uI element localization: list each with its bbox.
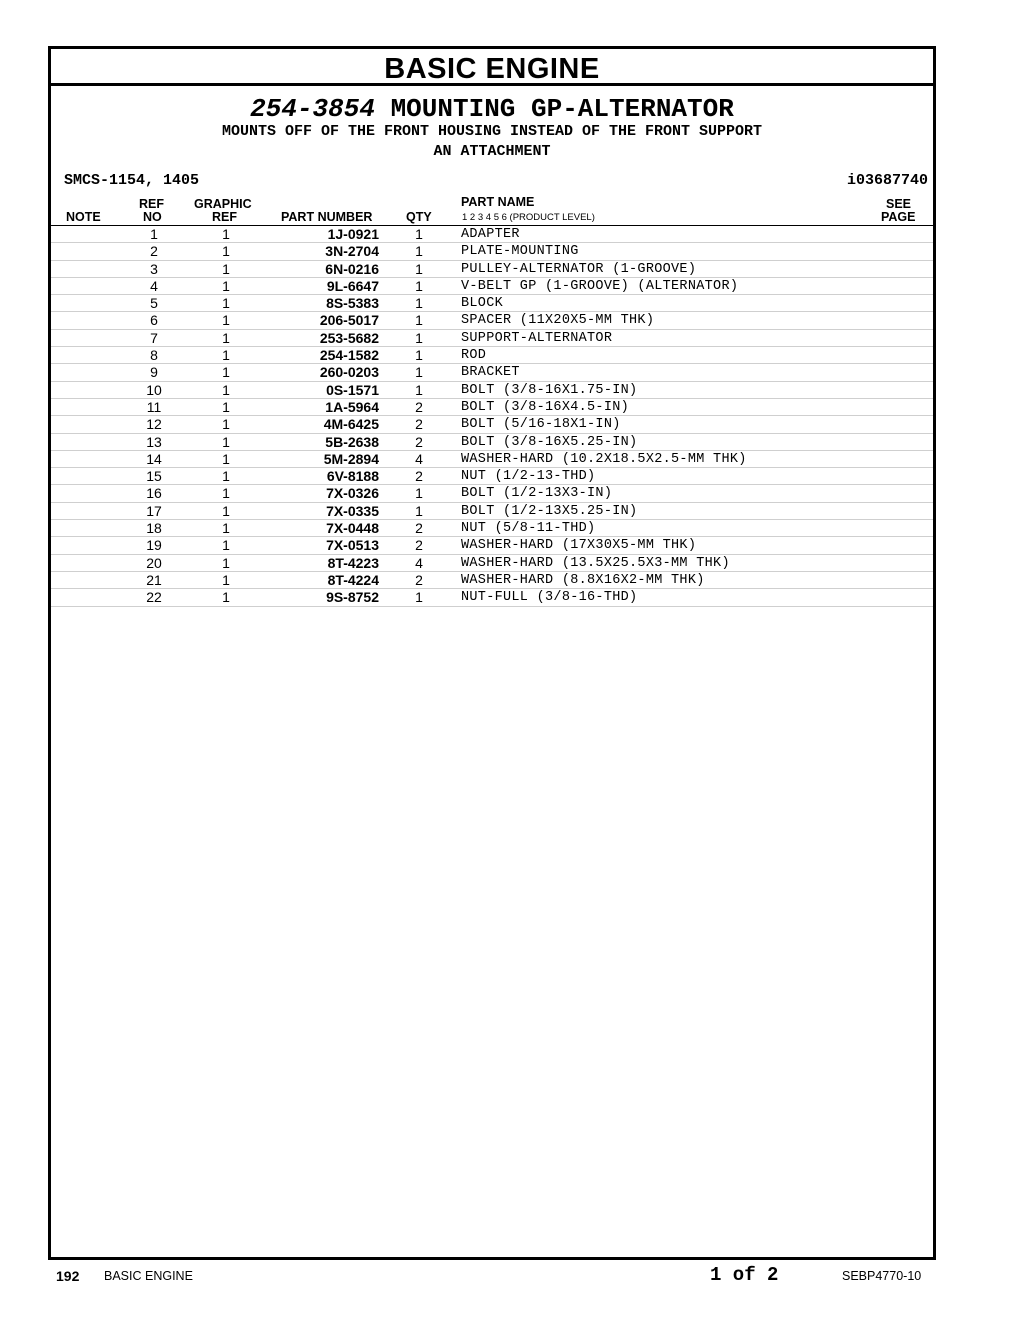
part-number: 7X-0326 xyxy=(326,485,379,502)
ref-number: 5 xyxy=(150,295,158,312)
table-row xyxy=(51,399,933,416)
header-part-name: PART NAME xyxy=(461,195,535,209)
table-row xyxy=(51,416,933,433)
part-number: 5B-2638 xyxy=(325,433,379,450)
part-name: NUT (1/2-13-THD) xyxy=(461,469,596,485)
table-row xyxy=(51,278,933,295)
parts-list xyxy=(51,226,933,607)
table-row xyxy=(51,520,933,537)
part-number: 254-1582 xyxy=(319,347,379,364)
quantity: 1 xyxy=(415,485,423,502)
graphic-ref: 1 xyxy=(222,243,230,260)
part-number: 253-5682 xyxy=(319,329,379,346)
ref-number: 12 xyxy=(146,416,162,433)
graphic-ref: 1 xyxy=(222,260,230,277)
page-footer xyxy=(0,1262,1020,1288)
part-number: 7X-0335 xyxy=(326,502,379,519)
part-number: 9S-8752 xyxy=(326,589,379,606)
ref-number: 13 xyxy=(146,433,162,450)
table-row xyxy=(51,226,933,243)
part-name: WASHER-HARD (13.5X25.5X3-MM THK) xyxy=(461,555,730,571)
part-name: BOLT (1/2-13X3-IN) xyxy=(461,486,613,502)
quantity: 2 xyxy=(415,468,423,485)
quantity: 4 xyxy=(415,554,423,571)
quantity: 1 xyxy=(415,364,423,381)
header-part-number: PART NUMBER xyxy=(281,210,373,224)
quantity: 2 xyxy=(415,416,423,433)
table-row xyxy=(51,243,933,260)
part-name: NUT-FULL (3/8-16-THD) xyxy=(461,590,638,606)
part-name: SPACER (11X20X5-MM THK) xyxy=(461,313,655,329)
graphic-ref: 1 xyxy=(222,589,230,606)
quantity: 2 xyxy=(415,398,423,415)
header-graphic-bottom: REF xyxy=(212,210,237,224)
part-name: WASHER-HARD (10.2X18.5X2.5-MM THK) xyxy=(461,451,747,467)
ref-number: 10 xyxy=(146,381,162,398)
graphic-ref: 1 xyxy=(222,312,230,329)
header-ref-top: REF xyxy=(139,197,164,211)
table-row xyxy=(51,537,933,554)
part-name: BOLT (3/8-16X5.25-IN) xyxy=(461,434,638,450)
table-row xyxy=(51,555,933,572)
part-number: 7X-0513 xyxy=(326,537,379,554)
table-row xyxy=(51,364,933,381)
part-name: ROD xyxy=(461,348,487,364)
column-header xyxy=(51,193,933,226)
part-number: 8S-5383 xyxy=(326,295,379,312)
ref-number: 7 xyxy=(150,329,158,346)
ref-number: 19 xyxy=(146,537,162,554)
part-number: 260-0203 xyxy=(319,364,379,381)
ref-number: 9 xyxy=(150,364,158,381)
table-row xyxy=(51,434,933,451)
graphic-ref: 1 xyxy=(222,416,230,433)
footer-page-number: 192 xyxy=(56,1268,80,1284)
graphic-ref: 1 xyxy=(222,329,230,346)
part-name: SUPPORT-ALTERNATOR xyxy=(461,330,613,346)
part-name: PULLEY-ALTERNATOR (1-GROOVE) xyxy=(461,261,697,277)
table-row xyxy=(51,261,933,278)
part-name: BOLT (3/8-16X4.5-IN) xyxy=(461,399,630,415)
subtitle-line-2: AN ATTACHMENT xyxy=(433,143,551,160)
quantity: 1 xyxy=(415,226,423,242)
part-number: 6V-8188 xyxy=(326,468,379,485)
ref-number: 20 xyxy=(146,554,162,571)
part-name: WASHER-HARD (17X30X5-MM THK) xyxy=(461,538,697,554)
quantity: 2 xyxy=(415,520,423,537)
graphic-ref: 1 xyxy=(222,554,230,571)
ref-number: 15 xyxy=(146,468,162,485)
header-ref-bottom: NO xyxy=(143,210,162,224)
table-row xyxy=(51,312,933,329)
quantity: 1 xyxy=(415,260,423,277)
part-number: 8T-4223 xyxy=(327,554,379,571)
graphic-ref: 1 xyxy=(222,398,230,415)
ref-number: 22 xyxy=(146,589,162,606)
part-name: V-BELT GP (1-GROOVE) (ALTERNATOR) xyxy=(461,278,739,294)
graphic-ref: 1 xyxy=(222,347,230,364)
quantity: 1 xyxy=(415,589,423,606)
group-name: MOUNTING GP-ALTERNATOR xyxy=(390,94,734,124)
quantity: 2 xyxy=(415,433,423,450)
part-name: NUT (5/8-11-THD) xyxy=(461,521,596,537)
header-product-level: 1 2 3 4 5 6 (PRODUCT LEVEL) xyxy=(462,212,595,223)
meta-row xyxy=(51,169,933,193)
graphic-ref: 1 xyxy=(222,226,230,242)
quantity: 1 xyxy=(415,295,423,312)
header-see-bottom: PAGE xyxy=(881,210,916,224)
table-row xyxy=(51,485,933,502)
quantity: 2 xyxy=(415,571,423,588)
graphic-ref: 1 xyxy=(222,277,230,294)
graphic-ref: 1 xyxy=(222,433,230,450)
part-number: 3N-2704 xyxy=(325,243,379,260)
group-number: 254-3854 xyxy=(250,94,375,124)
header-graphic-top: GRAPHIC xyxy=(194,197,252,211)
graphic-ref: 1 xyxy=(222,295,230,312)
ref-number: 14 xyxy=(146,450,162,467)
quantity: 1 xyxy=(415,312,423,329)
part-number: 206-5017 xyxy=(319,312,379,329)
ref-number: 3 xyxy=(150,260,158,277)
header-see-top: SEE xyxy=(886,197,912,211)
table-row xyxy=(51,572,933,589)
subtitle-line-1: MOUNTS OFF OF THE FRONT HOUSING INSTEAD OF THE FRONT SUPPORT xyxy=(221,123,763,140)
ref-number: 8 xyxy=(150,347,158,364)
part-name: BOLT (1/2-13X5.25-IN) xyxy=(461,503,638,519)
ref-number: 21 xyxy=(146,571,162,588)
part-number: 7X-0448 xyxy=(326,520,379,537)
part-name: BOLT (5/16-18X1-IN) xyxy=(461,417,621,433)
part-name: BOLT (3/8-16X1.75-IN) xyxy=(461,382,638,398)
graphic-ref: 1 xyxy=(222,468,230,485)
ref-number: 18 xyxy=(146,520,162,537)
footer-document-number: SEBP4770-10 xyxy=(842,1269,922,1283)
document-identifier: i03687740 xyxy=(846,172,928,189)
graphic-ref: 1 xyxy=(222,502,230,519)
part-name: BLOCK xyxy=(461,296,504,312)
table-row xyxy=(51,295,933,312)
part-number: 1J-0921 xyxy=(327,226,379,242)
quantity: 1 xyxy=(415,347,423,364)
quantity: 1 xyxy=(415,381,423,398)
part-number: 0S-1571 xyxy=(326,381,379,398)
quantity: 1 xyxy=(415,502,423,519)
header-note: NOTE xyxy=(66,210,101,224)
graphic-ref: 1 xyxy=(222,537,230,554)
quantity: 1 xyxy=(415,329,423,346)
graphic-ref: 1 xyxy=(222,520,230,537)
section-title: BASIC ENGINE xyxy=(51,49,933,86)
header-qty: QTY xyxy=(406,210,432,224)
graphic-ref: 1 xyxy=(222,485,230,502)
ref-number: 2 xyxy=(150,243,158,260)
part-number: 4M-6425 xyxy=(323,416,379,433)
footer-sheet: 1 of 2 xyxy=(710,1264,779,1286)
ref-number: 17 xyxy=(146,502,162,519)
part-name: WASHER-HARD (8.8X16X2-MM THK) xyxy=(461,572,705,588)
graphic-ref: 1 xyxy=(222,364,230,381)
quantity: 4 xyxy=(415,450,423,467)
graphic-ref: 1 xyxy=(222,381,230,398)
part-number: 6N-0216 xyxy=(325,260,379,277)
group-title xyxy=(51,94,933,122)
ref-number: 6 xyxy=(150,312,158,329)
part-name: BRACKET xyxy=(461,365,520,381)
ref-number: 4 xyxy=(150,277,158,294)
part-number: 8T-4224 xyxy=(327,571,379,588)
table-row xyxy=(51,468,933,485)
quantity: 1 xyxy=(415,243,423,260)
page-frame xyxy=(48,46,936,1260)
ref-number: 16 xyxy=(146,485,162,502)
part-name: PLATE-MOUNTING xyxy=(461,244,579,260)
graphic-ref: 1 xyxy=(222,450,230,467)
table-row xyxy=(51,589,933,606)
part-number: 9L-6647 xyxy=(326,277,379,294)
part-name: ADAPTER xyxy=(461,227,520,242)
table-row xyxy=(51,503,933,520)
ref-number: 1 xyxy=(150,226,158,242)
quantity: 2 xyxy=(415,537,423,554)
part-number: 5M-2894 xyxy=(323,450,379,467)
table-row xyxy=(51,451,933,468)
graphic-ref: 1 xyxy=(222,571,230,588)
smcs-code: SMCS-1154, 1405 xyxy=(64,172,200,189)
ref-number: 11 xyxy=(146,398,162,415)
table-row xyxy=(51,347,933,364)
table-row xyxy=(51,382,933,399)
table-row xyxy=(51,330,933,347)
part-number: 1A-5964 xyxy=(325,398,379,415)
quantity: 1 xyxy=(415,277,423,294)
footer-section: BASIC ENGINE xyxy=(104,1269,193,1283)
